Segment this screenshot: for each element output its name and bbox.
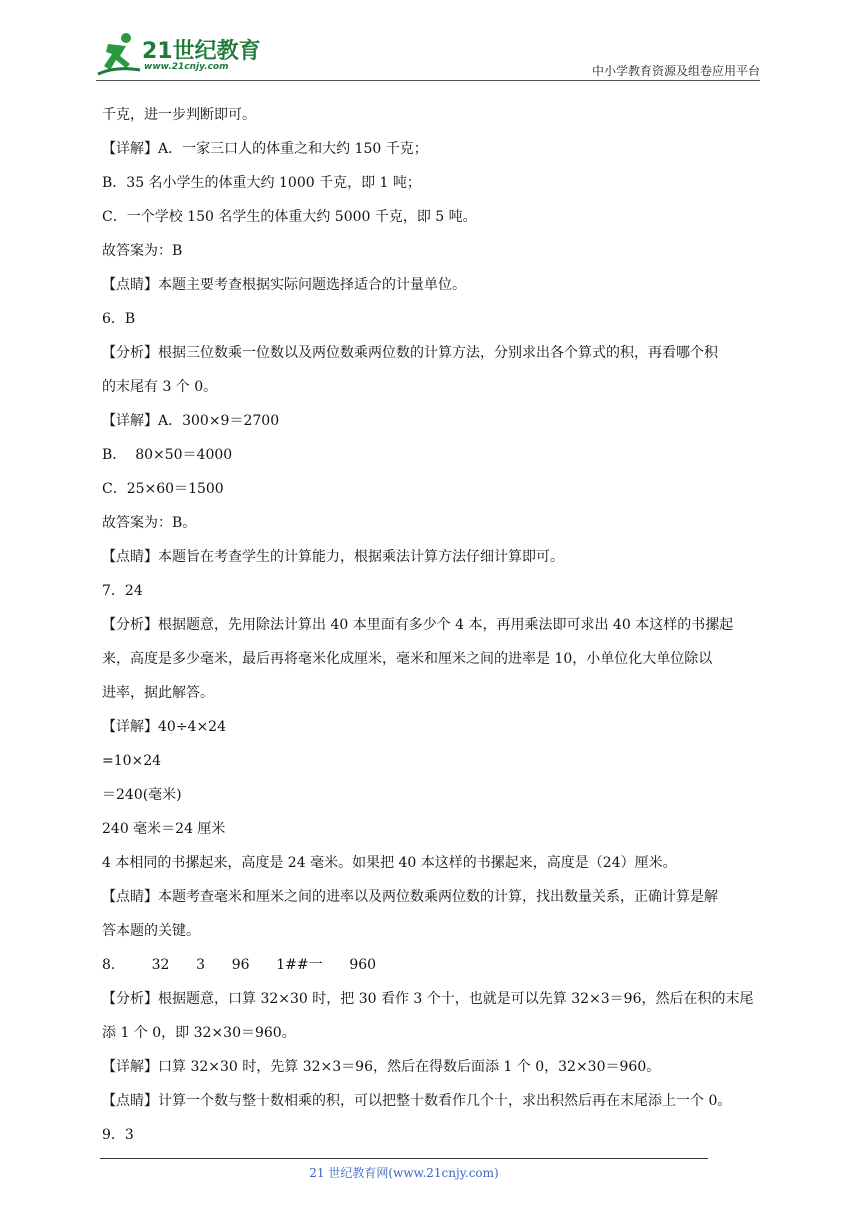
question-number: 8． 32 3 96 1##一 960 — [102, 957, 377, 973]
text-line: =10×24 — [102, 753, 162, 769]
text-line: 千克，进一步判断即可。 — [102, 107, 256, 123]
footer-divider — [100, 1158, 708, 1159]
logo — [96, 30, 296, 80]
text-line: B． 80×50＝4000 — [102, 447, 233, 463]
text-line: 【分析】根据题意，先用除法计算出 40 本里面有多少个 4 本，再用乘法即可求出 40 本这样的书摞起 — [102, 617, 734, 633]
text-line: 添 1 个 0，即 32×30＝960。 — [102, 1025, 296, 1041]
text-line: 【分析】根据三位数乘一位数以及两位数乘两位数的计算方法，分别求出各个算式的积，再看哪个积 — [102, 345, 718, 361]
text-line: 【点睛】计算一个数与整十数相乘的积，可以把整十数看作几个十，求出积然后再在末尾添上一个 0。 — [102, 1093, 732, 1109]
text-line: C．一个学校 150 名学生的体重大约 5000 千克，即 5 吨。 — [102, 209, 477, 225]
platform-title: 中小学教育资源及组卷应用平台 — [591, 64, 760, 78]
text-line: 【点睛】本题考查毫米和厘米之间的进率以及两位数乘两位数的计算，找出数量关系，正确计算是解 — [102, 889, 718, 905]
logo-text: 21世纪教育 — [142, 39, 261, 64]
text-line: 来，高度是多少毫米，最后再将毫米化成厘米，毫米和厘米之间的进率是 10，小单位化大单位除以 — [102, 651, 713, 667]
text-line: 【详解】A．一家三口人的体重之和大约 150 千克； — [102, 141, 428, 157]
text-line: 【分析】根据题意，口算 32×30 时，把 30 看作 3 个十，也就是可以先算 32×3＝96，然后在积的末尾 — [102, 991, 754, 1007]
text-line: 的末尾有 3 个 0。 — [102, 379, 218, 395]
text-line: 【点睛】本题旨在考查学生的计算能力，根据乘法计算方法仔细计算即可。 — [102, 549, 564, 565]
text-line: 进率，据此解答。 — [102, 685, 214, 701]
text-line: 故答案为：B。 — [102, 515, 197, 531]
text-line: B．35 名小学生的体重大约 1000 千克，即 1 吨； — [102, 175, 421, 191]
text-line: 【详解】A．300×9＝2700 — [102, 413, 280, 429]
text-line: C．25×60＝1500 — [102, 481, 224, 497]
document-body — [102, 98, 767, 1152]
text-line: ＝240(毫米) — [102, 787, 182, 803]
runner-logo-icon — [96, 30, 142, 76]
text-line: 答本题的关键。 — [102, 923, 200, 939]
question-number: 6．B — [102, 311, 136, 327]
text-line: 4 本相同的书摞起来，高度是 24 毫米。如果把 40 本这样的书摞起来，高度是（24）厘米。 — [102, 855, 677, 871]
page-header — [0, 0, 860, 82]
text-line: 【详解】口算 32×30 时，先算 32×3＝96，然后在得数后面添 1 个 0，32×30＝960。 — [102, 1059, 661, 1075]
text-line: 240 毫米＝24 厘米 — [102, 821, 226, 837]
text-line: 【详解】40÷4×24 — [102, 719, 226, 735]
header-divider — [96, 80, 760, 81]
text-line: 【点睛】本题主要考查根据实际问题选择适合的计量单位。 — [102, 277, 466, 293]
text-line: 故答案为：B — [102, 243, 183, 259]
logo-url: www.21cnjy.com — [144, 62, 229, 72]
question-number: 9．3 — [102, 1127, 134, 1143]
page-footer: 21 世纪教育网(www.21cnjy.com) — [309, 1166, 499, 1180]
question-number: 7．24 — [102, 583, 143, 599]
